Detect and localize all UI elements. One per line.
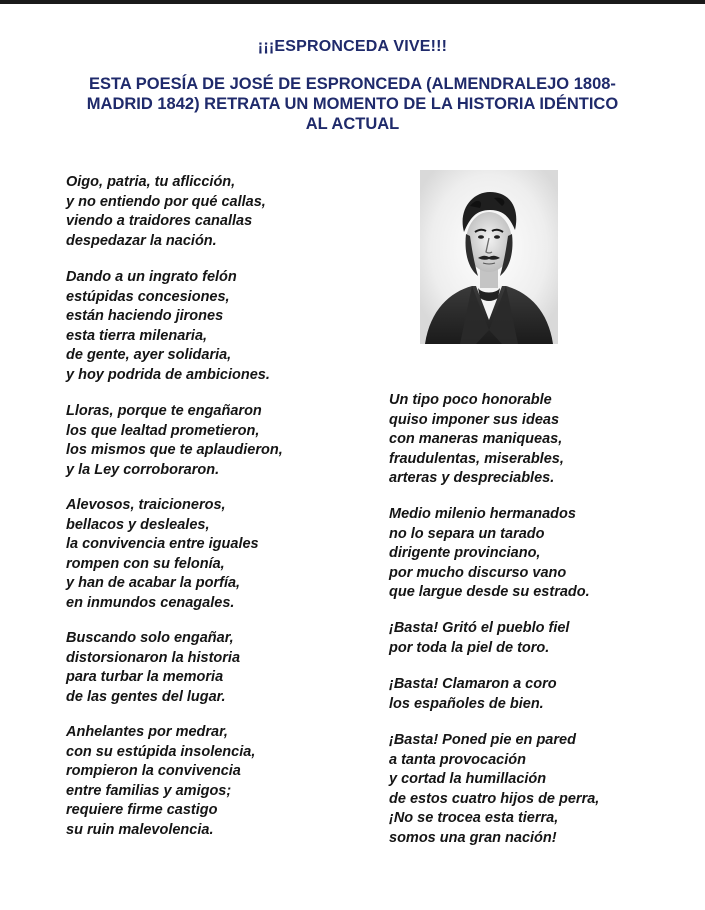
poem-line: estúpidas concesiones, bbox=[66, 288, 230, 305]
poem-line: de las gentes del lugar. bbox=[66, 688, 226, 705]
subtitle-line: AL ACTUAL bbox=[305, 115, 400, 133]
page-title: ¡¡¡ESPRONCEDA VIVE!!! bbox=[257, 38, 448, 55]
poem-line: en inmundos cenagales. bbox=[66, 594, 235, 611]
poem-stanza bbox=[389, 391, 564, 489]
poem-line: a tanta provocación bbox=[389, 751, 526, 768]
poem-line: requiere firme castigo bbox=[66, 802, 218, 818]
poem-stanza bbox=[66, 173, 266, 251]
poem-line: bellacos y desleales, bbox=[66, 516, 210, 533]
poem-line: entre familias y amigos; bbox=[66, 782, 232, 799]
poem-stanza bbox=[66, 496, 259, 613]
poem-line: y la Ley corroboraron. bbox=[66, 461, 220, 478]
poem-stanza bbox=[66, 629, 240, 707]
poem-line: y no entiendo por qué callas, bbox=[66, 193, 266, 210]
poem-line: dirigente provinciano, bbox=[389, 545, 541, 561]
poem-line: Anhelantes por medrar, bbox=[66, 724, 228, 740]
poem-stanza bbox=[389, 731, 599, 848]
poem-line: ¡Basta! Poned pie en pared bbox=[389, 732, 576, 748]
poem-line: y han de acabar la porfía, bbox=[66, 575, 241, 591]
poem-line: quiso imponer sus ideas bbox=[389, 411, 560, 428]
poem-stanza bbox=[66, 402, 283, 480]
poem-line: Medio milenio hermanados bbox=[389, 506, 576, 522]
poem-line: Alevosos, traicioneros, bbox=[66, 497, 226, 513]
poem-line: ¡No se trocea esta tierra, bbox=[389, 810, 559, 826]
poem-line: para turbar la memoria bbox=[66, 669, 224, 685]
poem-line: de estos cuatro hijos de perra, bbox=[389, 790, 600, 807]
poem-line: Un tipo poco honorable bbox=[389, 392, 552, 408]
poem-line: rompen con su felonía, bbox=[66, 555, 225, 572]
poem-line: esta tierra milenaria, bbox=[66, 327, 208, 344]
poem-line: de gente, ayer solidaria, bbox=[66, 347, 232, 363]
poem-line: y hoy podrida de ambiciones. bbox=[66, 366, 270, 383]
poem-line: con maneras maniqueas, bbox=[389, 431, 563, 447]
poem-line: Buscando solo engañar, bbox=[66, 630, 234, 646]
poem-line: ¡Basta! Clamaron a coro bbox=[389, 676, 557, 692]
poem-line: con su estúpida insolencia, bbox=[66, 743, 256, 760]
subtitle-line: ESTA POESÍA DE JOSÉ DE ESPRONCEDA (ALMENDRALEJO 1808- bbox=[89, 75, 616, 93]
poem-line: por mucho discurso vano bbox=[389, 564, 567, 581]
poem-stanza bbox=[389, 505, 590, 603]
poem-line: y cortad la humillación bbox=[389, 771, 547, 787]
poem-line: viendo a traidores canallas bbox=[66, 213, 253, 229]
poem-line: que largue desde su estrado. bbox=[389, 584, 590, 600]
poem-stanza bbox=[389, 675, 557, 714]
poem-line: Oigo, patria, tu aflicción, bbox=[66, 174, 236, 190]
poem-line: somos una gran nación! bbox=[389, 829, 557, 846]
poem-line: están haciendo jirones bbox=[66, 308, 224, 324]
poem-line: rompieron la convivencia bbox=[66, 763, 241, 779]
subtitle-line: MADRID 1842) RETRATA UN MOMENTO DE LA HISTORIA IDÉNTICO bbox=[86, 95, 619, 113]
poem-line: los españoles de bien. bbox=[389, 695, 544, 712]
poem-line: despedazar la nación. bbox=[66, 232, 217, 249]
poem-line: los mismos que te aplaudieron, bbox=[66, 442, 283, 458]
espronceda-portrait bbox=[420, 170, 558, 344]
poem-line: arteras y despreciables. bbox=[389, 470, 555, 486]
poem-stanza bbox=[389, 619, 569, 658]
poem-line: ¡Basta! Gritó el pueblo fiel bbox=[389, 620, 570, 636]
poem-line: no lo separa un tarado bbox=[389, 525, 545, 542]
poem-stanza bbox=[66, 268, 270, 385]
poem-line: su ruin malevolencia. bbox=[66, 821, 214, 838]
poem-line: la convivencia entre iguales bbox=[66, 536, 259, 552]
top-border bbox=[0, 0, 705, 4]
poem-stanza bbox=[66, 723, 255, 840]
poem-line: por toda la piel de toro. bbox=[389, 639, 550, 656]
portrait-drawing bbox=[420, 170, 558, 344]
poem-line: fraudulentas, miserables, bbox=[389, 450, 564, 467]
poem-line: los que lealtad prometieron, bbox=[66, 422, 260, 439]
page-subtitle bbox=[20, 74, 685, 134]
poem-line: distorsionaron la historia bbox=[66, 649, 241, 666]
poem-line: Lloras, porque te engañaron bbox=[66, 403, 262, 419]
poem-line: Dando a un ingrato felón bbox=[66, 269, 237, 285]
